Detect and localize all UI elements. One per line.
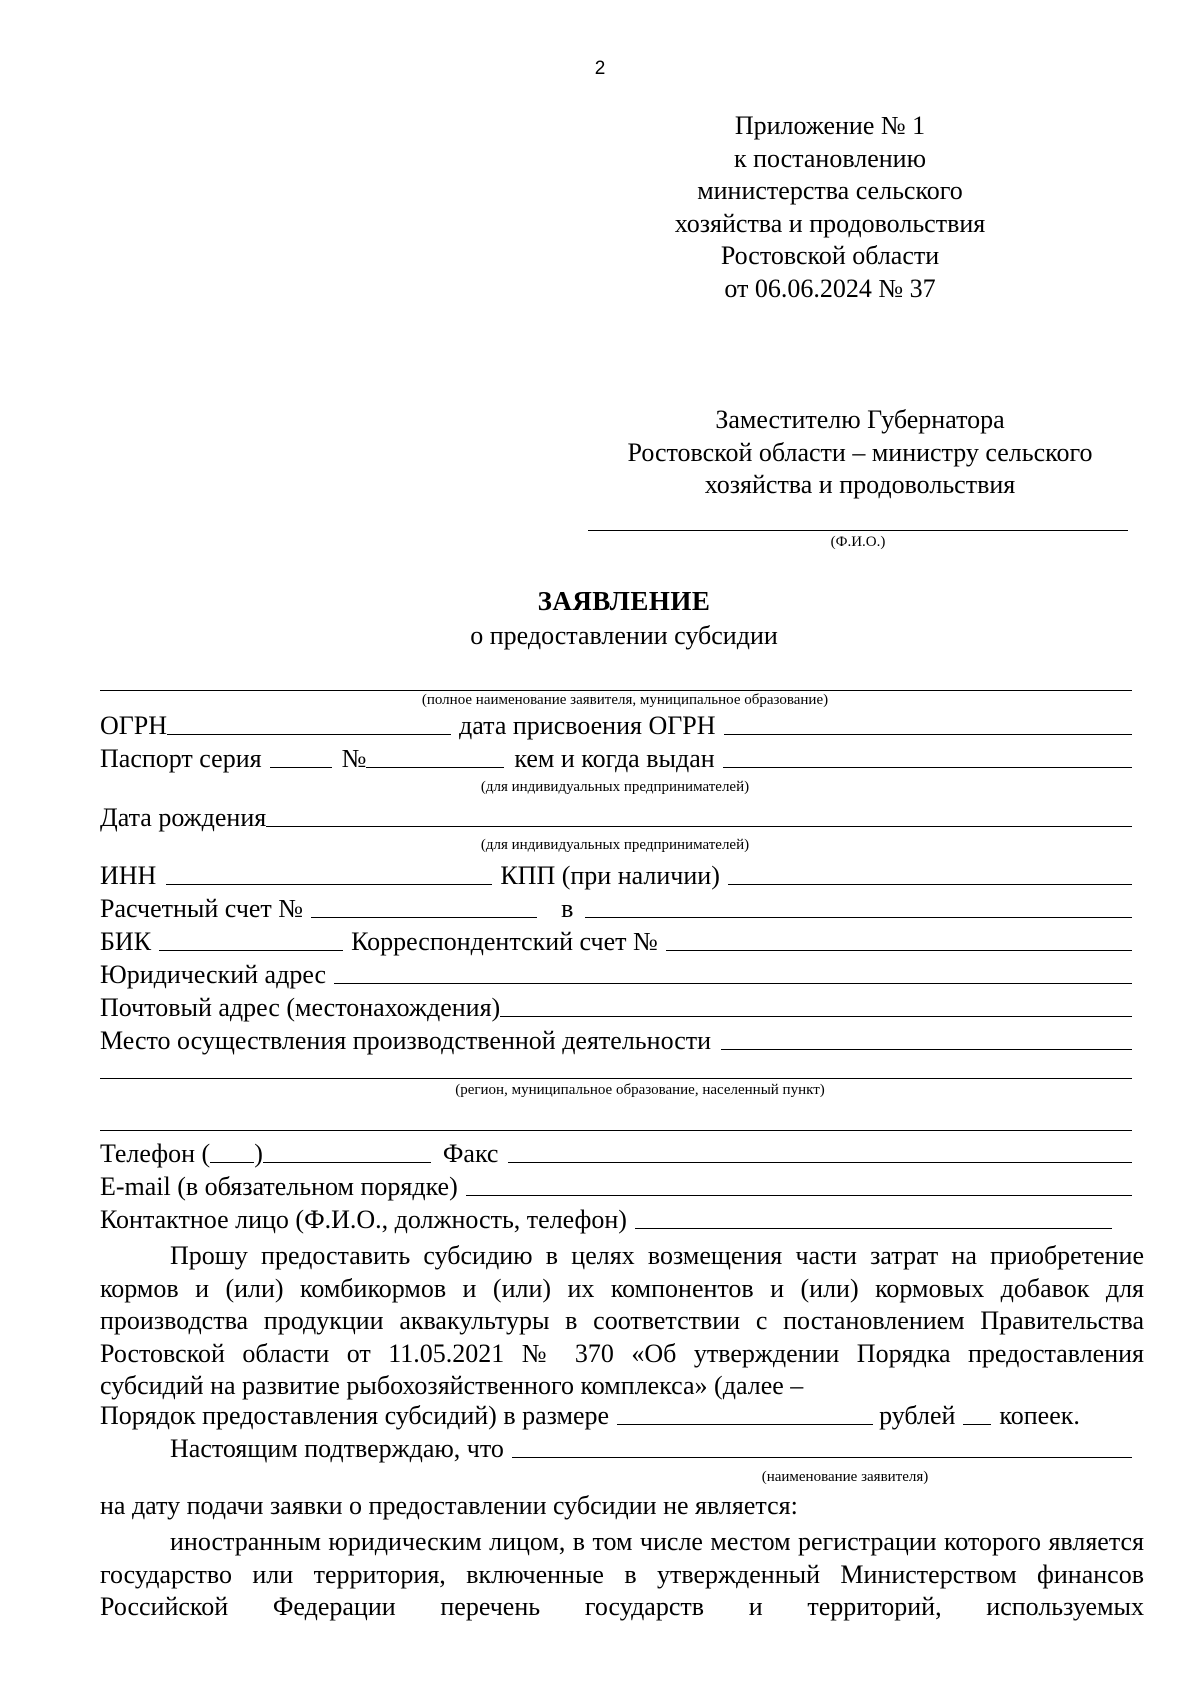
appendix-block (580, 110, 1080, 305)
confirm-row (170, 1434, 1132, 1464)
legal-address-row (100, 960, 1132, 990)
document-subtitle: о предоставлении субсидии (470, 621, 778, 650)
ogrn-field[interactable] (167, 710, 451, 735)
passport-series-field[interactable] (270, 743, 332, 768)
bik-field[interactable] (159, 926, 343, 951)
kopecks-label: копеек. (999, 1401, 1080, 1430)
inn-label: ИНН (100, 861, 157, 890)
passport-series-label: Паспорт серия (100, 744, 262, 773)
appendix-line: к постановлению (733, 143, 927, 173)
amount-row (100, 1401, 1144, 1431)
legal-address-label: Юридический адрес (100, 960, 327, 989)
appendix-line: Приложение № 1 (734, 111, 926, 140)
passport-issued-label: кем и когда выдан (514, 744, 715, 773)
region-caption: (регион, муниципальное образование, населенный пункт) (455, 1082, 825, 1098)
not-is-paragraph: на дату подачи заявки о предоставлении субсидии не является: (100, 1491, 798, 1520)
inn-field[interactable] (166, 860, 492, 885)
phone-field[interactable] (263, 1138, 431, 1163)
account-field[interactable] (311, 893, 537, 918)
page-number: 2 (594, 58, 606, 79)
addressee-line: Заместителю Губернатора (715, 405, 1005, 434)
legal-address-field[interactable] (334, 959, 1132, 984)
kpp-label: КПП (при наличии) (500, 861, 720, 890)
addressee-line: Ростовской области – министру сельского (627, 437, 1093, 467)
email-label: E-mail (в обязательном порядке) (100, 1172, 458, 1201)
postal-address-field[interactable] (500, 992, 1132, 1017)
inn-row (100, 861, 1132, 891)
production-place-label: Место осуществления производственной деятельности (100, 1026, 712, 1055)
confirm-caption: (наименование заявителя) (761, 1469, 929, 1485)
passport-row (100, 744, 1132, 774)
ip-caption: (для индивидуальных предпринимателей) (480, 837, 750, 853)
fax-field[interactable] (508, 1138, 1132, 1163)
ogrn-date-label: дата присвоения ОГРН (459, 711, 716, 740)
passport-number-field[interactable] (366, 743, 504, 768)
phone-label: Телефон ( (100, 1139, 211, 1168)
postal-address-label: Почтовый адрес (местонахождения) (100, 993, 501, 1022)
confirm-applicant-field[interactable] (512, 1433, 1132, 1458)
request-paragraph: Прошу предоставить субсидию в целях возмещения части затрат на приобретение кормов и (или) комбикормов и (или) их компонентов и (или) кормовых добавок для производства продукции аквакультуры в соответствии с постановлением Правительства Ростовской области от 11.05.2021 № 370 «Об утверждении Порядка предоставления субсидий на развитие рыбохозяйственного комплекса» (далее – (100, 1241, 1144, 1400)
fax-label: Факс (442, 1139, 499, 1168)
bank-field[interactable] (585, 893, 1132, 918)
appendix-line: от 06.06.2024 № 37 (724, 273, 936, 303)
contact-field[interactable] (635, 1204, 1112, 1229)
birth-row (100, 803, 1132, 833)
appendix-line: Ростовской области (720, 241, 940, 270)
bank-label: в (561, 894, 574, 923)
region-extra-blank[interactable] (100, 1130, 1132, 1131)
ogrn-label: ОГРН (100, 711, 168, 740)
addressee-block (590, 404, 1130, 502)
rubles-label: рублей (879, 1401, 956, 1430)
foreign-entity-paragraph: иностранным юридическим лицом, в том числе местом регистрации которого является государство или территория, включенные в утвержденный Министерством финансов Российской Федерации перечень государств и территорий, используемых (100, 1527, 1144, 1621)
applicant-caption: (полное наименование заявителя, муниципальное образование) (421, 692, 829, 708)
region-blank[interactable] (100, 1078, 1132, 1079)
passport-issued-field[interactable] (723, 743, 1132, 768)
production-place-field[interactable] (721, 1025, 1132, 1050)
phone-code-field[interactable] (210, 1138, 254, 1163)
ogrn-row (100, 711, 1132, 741)
request-tail: Порядок предоставления субсидий) в размере (100, 1401, 610, 1430)
production-place-row (100, 1026, 1132, 1056)
appendix-line: министерства сельского (697, 176, 963, 205)
applicant-name-blank[interactable] (100, 690, 1132, 691)
bik-row (100, 927, 1132, 957)
kopecks-field[interactable] (963, 1400, 991, 1425)
account-row (100, 894, 1132, 924)
confirm-label: Настоящим подтверждаю, что (170, 1434, 504, 1463)
document-title: ЗАЯВЛЕНИЕ (537, 586, 711, 616)
kpp-field[interactable] (728, 860, 1132, 885)
passport-number-label: № (341, 744, 367, 773)
contact-row (100, 1205, 1112, 1235)
ogrn-date-field[interactable] (724, 710, 1132, 735)
ip-caption: (для индивидуальных предпринимателей) (480, 779, 750, 795)
bik-label: БИК (100, 927, 152, 956)
contact-label: Контактное лицо (Ф.И.О., должность, телефон) (100, 1205, 627, 1234)
appendix-line: хозяйства и продовольствия (674, 208, 986, 238)
email-row (100, 1172, 1132, 1202)
rubles-field[interactable] (617, 1400, 873, 1425)
addressee-line: хозяйства и продовольствия (704, 470, 1016, 499)
birth-field[interactable] (266, 802, 1132, 827)
corr-account-label: Корреспондентский счет № (351, 927, 658, 956)
phone-row (100, 1139, 1132, 1169)
corr-account-field[interactable] (666, 926, 1132, 951)
account-label: Расчетный счет № (100, 894, 304, 923)
fio-blank[interactable] (588, 530, 1128, 531)
email-field[interactable] (466, 1171, 1132, 1196)
birth-label: Дата рождения (100, 803, 267, 832)
phone-paren: ) (254, 1139, 263, 1168)
fio-caption: (Ф.И.О.) (830, 534, 886, 550)
postal-address-row (100, 993, 1132, 1023)
